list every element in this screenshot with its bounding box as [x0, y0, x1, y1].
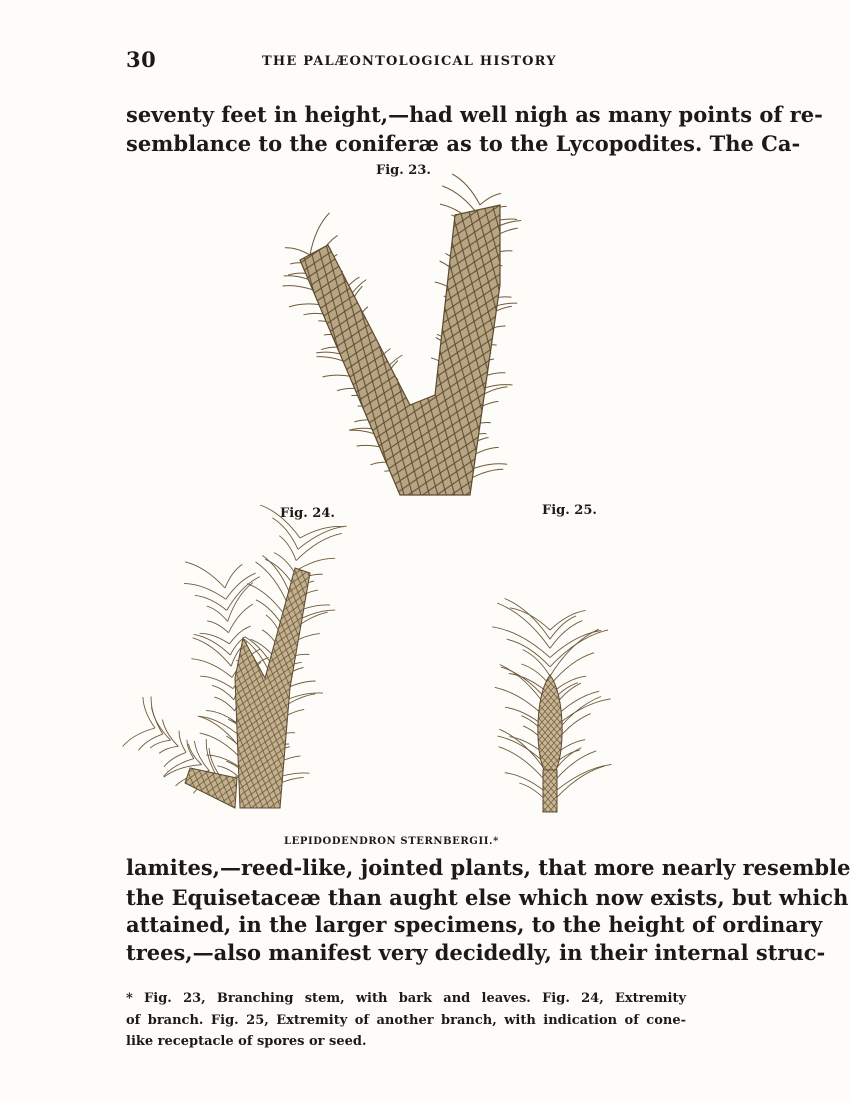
leaf-stroke — [285, 248, 310, 255]
leaf-stroke — [228, 583, 253, 622]
leaf-stroke — [550, 629, 599, 676]
leaf-stroke — [214, 697, 234, 711]
leaf-stroke — [200, 733, 239, 756]
leaf-stroke — [194, 634, 231, 655]
page-number: 30 — [126, 47, 157, 72]
fig-23-label: Fig. 23. — [376, 163, 431, 178]
leaf-stroke — [279, 536, 296, 561]
fig-25-cone-branch-illustration — [470, 610, 630, 815]
body-text-line: seventy feet in height,—had well nigh as many points of re- — [126, 102, 823, 127]
footnote-line: * Fig. 23, Branching stem, with bark and leaves. Fig. 24, Extremity — [126, 991, 686, 1006]
body-text-line: attained, in the larger specimens, to the height of ordinary — [126, 912, 823, 937]
leaf-stroke — [550, 621, 583, 649]
fig-24-branch-extremity-illustration — [145, 528, 370, 818]
body-text-line: the Equisetaceæ than aught else which now exists, but which — [126, 885, 849, 910]
footnote-line: like receptacle of spores or seed. — [126, 1034, 367, 1049]
fig-23-branching-stem-illustration — [270, 195, 530, 500]
running-title: THE PALÆONTOLOGICAL HISTORY — [262, 54, 557, 69]
leaf-stroke — [227, 577, 260, 611]
leaf-stroke — [298, 526, 347, 549]
leaf-stroke — [296, 533, 342, 560]
fig-24-label: Fig. 24. — [280, 506, 335, 521]
leaf-stroke — [191, 659, 232, 678]
leaf-stroke — [274, 553, 294, 572]
leaf-stroke — [550, 764, 612, 795]
leaf-stroke — [550, 766, 605, 805]
body-text-line: trees,—also manifest very decidedly, in their internal struc- — [126, 940, 826, 965]
leaf-stroke — [505, 599, 550, 640]
leaf-stroke — [193, 638, 232, 666]
leaf-stroke — [225, 564, 242, 588]
leaf-stroke — [188, 744, 201, 765]
leaf-stroke — [123, 728, 155, 747]
leaf-stroke — [550, 630, 608, 667]
leaf-stroke — [195, 595, 227, 610]
leaf-stroke — [452, 174, 480, 205]
leaf-stroke — [265, 559, 292, 583]
leaf-stroke — [480, 194, 501, 206]
leaf-stroke — [510, 608, 550, 630]
leaf-stroke — [164, 752, 186, 767]
leaf-stroke — [159, 746, 178, 753]
leaf-stroke — [194, 741, 209, 771]
body-text-line: lamites,—reed-like, jointed plants, that more nearly resemble — [126, 855, 850, 880]
leaf-stroke — [150, 740, 170, 748]
leaf-stroke — [256, 562, 289, 606]
body-text-line: semblance to the coniferæ as to the Lycopodites. The Ca- — [126, 131, 801, 156]
leaf-stroke — [207, 621, 228, 633]
leaf-stroke — [272, 518, 298, 549]
leaf-stroke — [163, 720, 179, 747]
leaf-stroke — [229, 604, 253, 633]
leaf-stroke — [184, 583, 226, 599]
leaf-stroke — [492, 627, 550, 658]
fig-25-label: Fig. 25. — [542, 503, 597, 518]
footnote-line: of branch. Fig. 25, Extremity of another branch, with indication of cone- — [126, 1013, 686, 1028]
figure-caption: LEPIDODENDRON STERNBERGII.* — [284, 836, 499, 847]
leaf-stroke — [247, 584, 286, 618]
leaf-stroke — [179, 731, 186, 753]
